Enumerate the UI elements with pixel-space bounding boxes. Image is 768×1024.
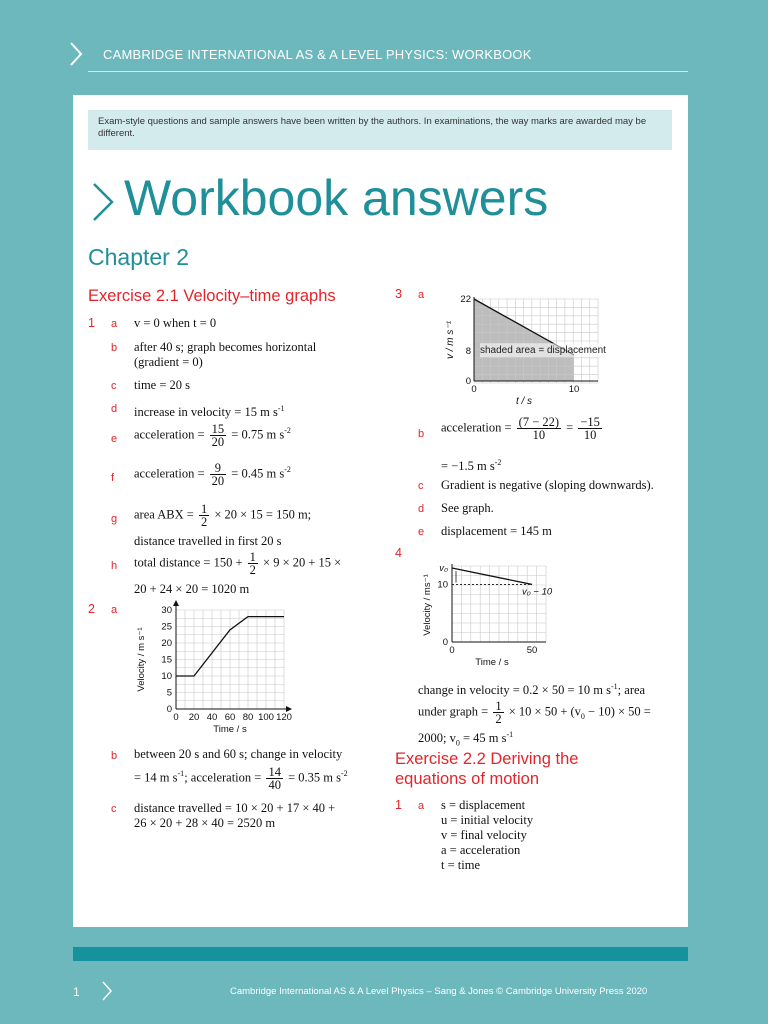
chart1-y-axis-label: Velocity / m s⁻¹ [136,627,147,692]
header-divider [88,71,688,72]
chart1-x-axis-label: Time / s [213,724,247,735]
q3b-fraction1 [517,416,561,441]
q1h-answer [134,551,341,597]
q3b-fraction2 [578,416,602,441]
chart2-annotation: shaded area = displacement [480,345,606,357]
q1f-label: f [111,472,115,484]
chart1-x-tick-label: 40 [206,712,218,723]
q1c-label: c [111,380,117,392]
page-number: 1 [73,985,80,999]
q1d-exp: -1 [277,404,285,413]
q1a-label: a [111,318,118,330]
exercise-2-2-heading-line1: Exercise 2.2 Deriving the [395,750,579,768]
q1h-line2: 20 + 24 × 20 = 1020 m [134,582,250,596]
q1f-post: = 0.45 m s [231,466,285,481]
q1g-fraction [199,503,209,528]
ex22-q1a-label: a [418,800,425,812]
q1b-line2: (gradient = 0) [134,355,203,369]
chart3-y-tick-label: 10 [437,579,448,591]
q1h-label: h [111,560,118,572]
q2b-answer [134,747,348,791]
chart1-x-tick-label: 100 [258,712,274,723]
definition-t: t = time [441,858,480,872]
q4-den: 2 [495,712,502,727]
q3d-label: d [418,503,425,515]
q1h-num: 1 [249,550,256,564]
q2a-label: a [111,604,118,616]
q4-fraction [493,700,503,725]
q4-pre2: under graph = [418,704,489,719]
chart1-y-tick-label: 20 [161,638,172,649]
chart1-x-tick-label: 120 [276,712,292,723]
velocity-time-chart-2 [438,288,628,406]
footer-copyright: Cambridge International AS & A Level Physics – Sang & Jones © Cambridge University Press 2020 [230,986,648,997]
q3b-pre: acceleration = [441,420,512,435]
definition-u: u = initial velocity [441,813,534,827]
q1f-fraction [210,462,227,487]
exam-note: Exam-style questions and sample answers have been written by the authors. In examinations, the way marks are awarded may be different. [88,110,672,150]
q2-number: 2 [88,602,95,616]
definition-s: s = displacement [441,798,526,812]
q2b-fraction [266,766,283,791]
q2b-exp1: -1 [177,769,185,779]
q2b-mid: ; acceleration = [184,770,262,785]
q1e-fraction [210,423,227,448]
chart2-x-tick-label: 0 [471,384,477,395]
chart1-y-tick-label: 10 [161,671,172,682]
chart1-y-tick-label: 0 [166,704,172,715]
q1g-den: 2 [200,515,208,529]
chart3-x-axis-label: Time / s [475,657,509,668]
chart2-y-tick-label: 8 [465,346,471,358]
q4-line3 [418,727,651,751]
q3b-exp: -2 [494,458,502,467]
chart2-x-tick-label: 10 [568,384,580,395]
chart1-y-tick-label: 25 [161,621,172,633]
q4-sub0: 0 [580,712,585,722]
chart1-y-arrow [173,600,179,606]
q1f-answer [134,462,291,487]
header-title: CAMBRIDGE INTERNATIONAL AS & A LEVEL PHYSICS: WORKBOOK [103,47,532,62]
q1b-label: b [111,342,118,354]
q2b-line2 [134,766,348,791]
chart3-y-tick-label: v₀ [439,563,448,574]
chart2-x-axis-label: t / s [515,396,533,406]
q3b-label: b [418,428,425,440]
q2b-line1: between 20 s and 60 s; change in velocity [134,747,343,761]
chart1-x-tick-label: 80 [242,712,254,723]
q3b-eq: = [566,420,574,435]
q1d-label: d [111,403,118,415]
q4-number: 4 [395,546,402,560]
chart1-x-tick-label: 60 [224,712,236,723]
q1d-text: increase in velocity = 15 m s [134,405,278,420]
q2c-line1: distance travelled = 10 × 20 + 17 × 40 + [134,801,336,815]
q1g-line2: distance travelled in first 20 s [134,534,282,548]
q1f-num: 9 [210,462,227,475]
q4-exp3: -1 [506,730,514,740]
definition-v: v = final velocity [441,828,527,842]
chart3-y-tick-label: 0 [442,637,448,648]
page-title-text: Workbook answers [124,170,549,226]
q4-post2: × 10 × 50 + (v [508,704,581,719]
q1b-line1: after 40 s; graph becomes horizontal [134,340,317,354]
q1c-answer: time = 20 s [134,378,191,392]
velocity-time-chart-3 [418,550,568,668]
q2c-answer [134,801,335,831]
ex22-q1a-answer [441,798,533,873]
exercise-2-2-heading-line2: equations of motion [395,770,540,788]
q1f-exp: -2 [284,465,291,475]
q1e-exp: -2 [284,426,291,436]
q1g-post: × 20 × 15 = 150 m; [214,507,312,522]
q1h-post: × 9 × 20 + 15 × [263,555,342,570]
q1e-pre: acceleration = [134,427,205,442]
chart3-x-tick-label: 0 [449,645,455,656]
page-title [88,168,548,228]
q2c-label: c [111,803,117,815]
q4-line3-sub0: 0 [455,738,460,748]
q4-line3a: 2000; v [418,731,456,746]
q2b-post: = 0.35 m s [288,770,341,785]
chart2-y-axis-label: v / m s⁻¹ [445,320,456,360]
q3b-answer [441,416,604,441]
q3c-label: c [418,480,424,492]
q3b-den2: 10 [583,428,597,442]
chart1-y-tick-label: 30 [161,605,172,616]
q1e-label: e [111,433,118,445]
q2b-label: b [111,750,118,762]
chart2-y-tick-label: 0 [465,376,471,387]
q2b-pre: = 14 m s [134,770,178,785]
q3b-num1: (7 − 22) [518,415,560,429]
q3b-result: = −1.5 m s [441,459,495,474]
q3b-num2: −15 [580,415,600,429]
title-chevron-icon [88,180,118,224]
q2c-line2: 26 × 20 + 28 × 40 = 2520 m [134,816,276,830]
q1g-num: 1 [200,502,208,516]
chart3-y-axis-label: Velocity / ms⁻¹ [422,574,433,636]
chapter-heading: Chapter 2 [88,244,190,270]
q3e-answer: displacement = 145 m [441,524,552,538]
q1b-answer [134,340,316,370]
chart1-x-tick-label: 20 [188,712,200,723]
q1h-pre: total distance = 150 + [134,555,243,570]
chart1-y-tick-label: 5 [166,687,172,699]
definition-a: a = acceleration [441,843,521,857]
q4-num: 1 [495,699,502,714]
q1e-den: 20 [211,435,225,449]
q3a-label: a [418,289,425,301]
q1-number: 1 [88,316,95,330]
q1e-answer [134,423,291,448]
q2b-den: 40 [268,778,281,792]
ex22-q1-number: 1 [395,798,402,812]
q3c-answer: Gradient is negative (sloping downwards). [441,478,654,492]
q1g-pre: area ABX = [134,507,194,522]
q1d-answer [134,401,285,420]
q1e-num: 15 [211,422,225,436]
q3b-den1: 10 [532,428,546,442]
chart2-shaded-area [474,299,574,381]
q1e-post: = 0.75 m s [231,427,285,442]
q4-line1-end: ; area [617,683,646,698]
exercise-2-2-heading [395,749,578,789]
q1a-answer: v = 0 when t = 0 [134,316,217,330]
q4-line1 [418,679,651,698]
q4-line3b: = 45 m s [462,731,507,746]
chart1-x-tick-label: 0 [173,712,179,723]
q3e-label: e [418,526,425,538]
q1g-answer [134,503,311,549]
velocity-time-chart-1 [130,597,300,737]
footer-bar [73,947,688,961]
q2b-exp2: -2 [340,769,348,779]
exercise-2-1-heading: Exercise 2.1 Velocity–time graphs [88,287,336,305]
chart3-series-line [452,568,532,584]
q1h-den: 2 [249,563,256,577]
q3b-line2 [441,455,501,474]
chart3-annotation: v₀ − 10 [522,586,553,598]
q2b-num: 14 [268,765,281,779]
chart2-y-tick-label: 22 [460,294,471,305]
q3d-answer: See graph. [441,501,494,515]
q4-line2 [418,700,651,725]
q4-exp1: -1 [611,682,618,691]
footer-chevron-icon [100,980,114,1002]
header-chevron-icon [66,40,88,68]
q1f-den: 20 [211,474,225,488]
q1f-pre: acceleration = [134,466,205,481]
q4-post2b: − 10) × 50 = [588,704,651,719]
q3-number: 3 [395,287,402,301]
chart3-x-tick-label: 50 [526,645,538,656]
chart1-y-tick-label: 15 [161,654,172,666]
q1h-fraction [248,551,258,576]
q1g-label: g [111,513,118,525]
q4-line1-text: change in velocity = 0.2 × 50 = 10 m s [418,683,611,698]
q4-answer [418,679,651,751]
